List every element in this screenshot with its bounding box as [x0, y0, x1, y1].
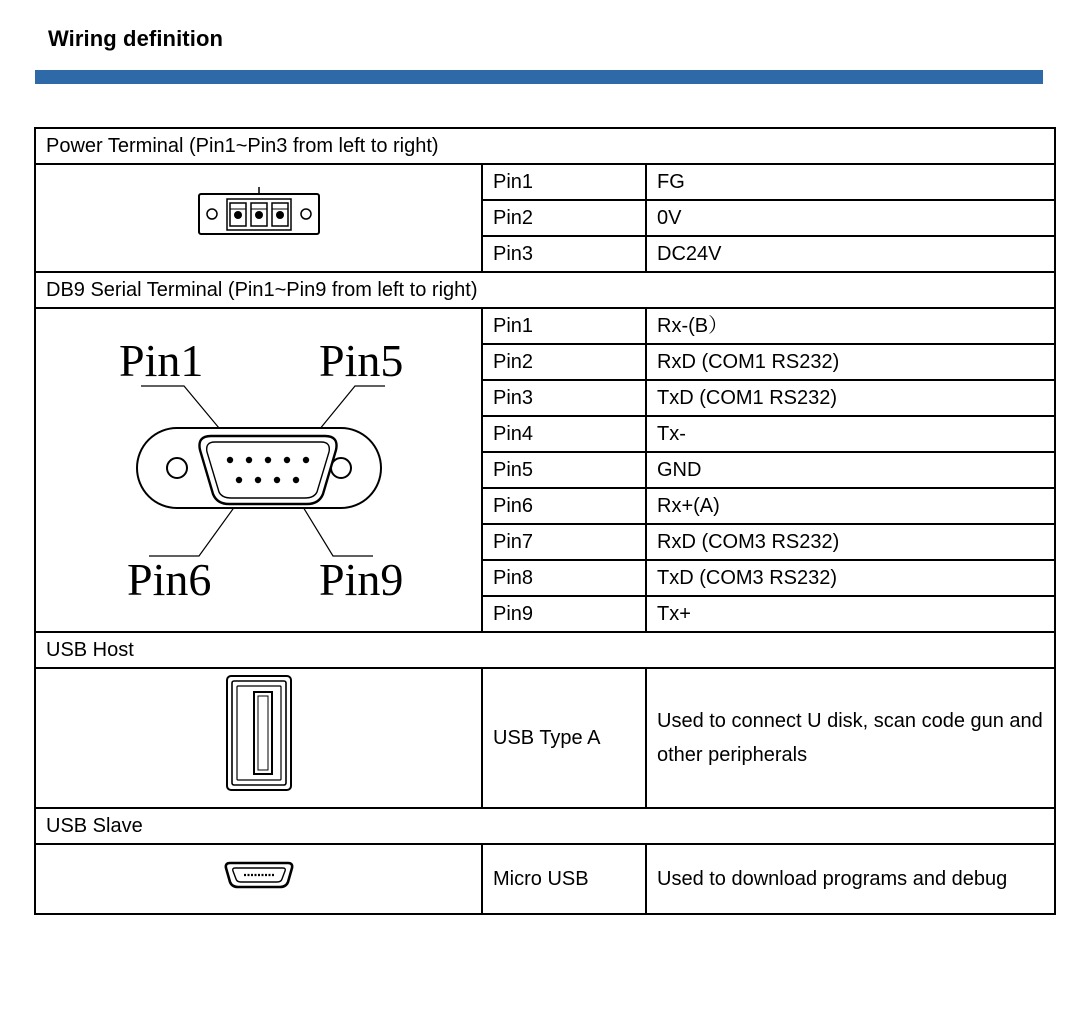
pin-signal: RxD (COM3 RS232) [646, 524, 1055, 560]
pin-label: Pin2 [482, 200, 646, 236]
section-header-row [35, 272, 1055, 308]
usb-slave-type: Micro USB [482, 844, 646, 914]
pin-label: Pin2 [482, 344, 646, 380]
usb-type-a-port-icon [224, 674, 294, 792]
pin-label: Pin5 [482, 452, 646, 488]
usb-host-header: USB Host [35, 632, 1055, 668]
pin-signal: Tx+ [646, 596, 1055, 632]
db9-label-pin1: Pin1 [118, 334, 203, 386]
pin-signal: TxD (COM1 RS232) [646, 380, 1055, 416]
pin-signal: RxD (COM1 RS232) [646, 344, 1055, 380]
pin-label: Pin1 [482, 164, 646, 200]
pin-label: Pin3 [482, 380, 646, 416]
pin-signal: TxD (COM3 RS232) [646, 560, 1055, 596]
section-header-row [35, 632, 1055, 668]
wiring-table [34, 127, 1056, 915]
pin-label: Pin3 [482, 236, 646, 272]
pin-label: Pin6 [482, 488, 646, 524]
table-row [35, 668, 1055, 808]
usb-host-description: Used to connect U disk, scan code gun and other peripherals [646, 668, 1055, 808]
pin-signal: Tx- [646, 416, 1055, 452]
db9-label-pin6: Pin6 [126, 553, 211, 605]
pin-label: Pin8 [482, 560, 646, 596]
db9-terminal-header: DB9 Serial Terminal (Pin1~Pin9 from left to right) [35, 272, 1055, 308]
table-row [35, 308, 1055, 344]
table-row [35, 844, 1055, 914]
table-row [35, 164, 1055, 200]
power-terminal-3pin-icon [194, 185, 324, 241]
usb-host-type: USB Type A [482, 668, 646, 808]
pin-signal: FG [646, 164, 1055, 200]
power-terminal-image-cell [35, 164, 482, 272]
pin-signal: Rx-(B） [646, 308, 1055, 344]
pin-label: Pin4 [482, 416, 646, 452]
title-accent-bar [35, 70, 1043, 84]
pin-label: Pin1 [482, 308, 646, 344]
db9-label-pin9: Pin9 [318, 553, 403, 605]
section-header-row [35, 128, 1055, 164]
pin-label: Pin9 [482, 596, 646, 632]
power-terminal-header: Power Terminal (Pin1~Pin3 from left to right) [35, 128, 1055, 164]
pin-signal: DC24V [646, 236, 1055, 272]
db9-image-cell [35, 308, 482, 632]
usb-host-image-cell [35, 668, 482, 808]
page-title: Wiring definition [48, 26, 224, 51]
pin-signal: GND [646, 452, 1055, 488]
usb-slave-description: Used to download programs and debug [646, 844, 1055, 914]
pin-signal: Rx+(A) [646, 488, 1055, 524]
usb-slave-image-cell [35, 844, 482, 914]
micro-usb-port-icon [222, 857, 296, 891]
pin-label: Pin7 [482, 524, 646, 560]
db9-connector-icon [39, 310, 479, 620]
pin-signal: 0V [646, 200, 1055, 236]
usb-slave-header: USB Slave [35, 808, 1055, 844]
section-header-row [35, 808, 1055, 844]
db9-label-pin5: Pin5 [318, 334, 403, 386]
